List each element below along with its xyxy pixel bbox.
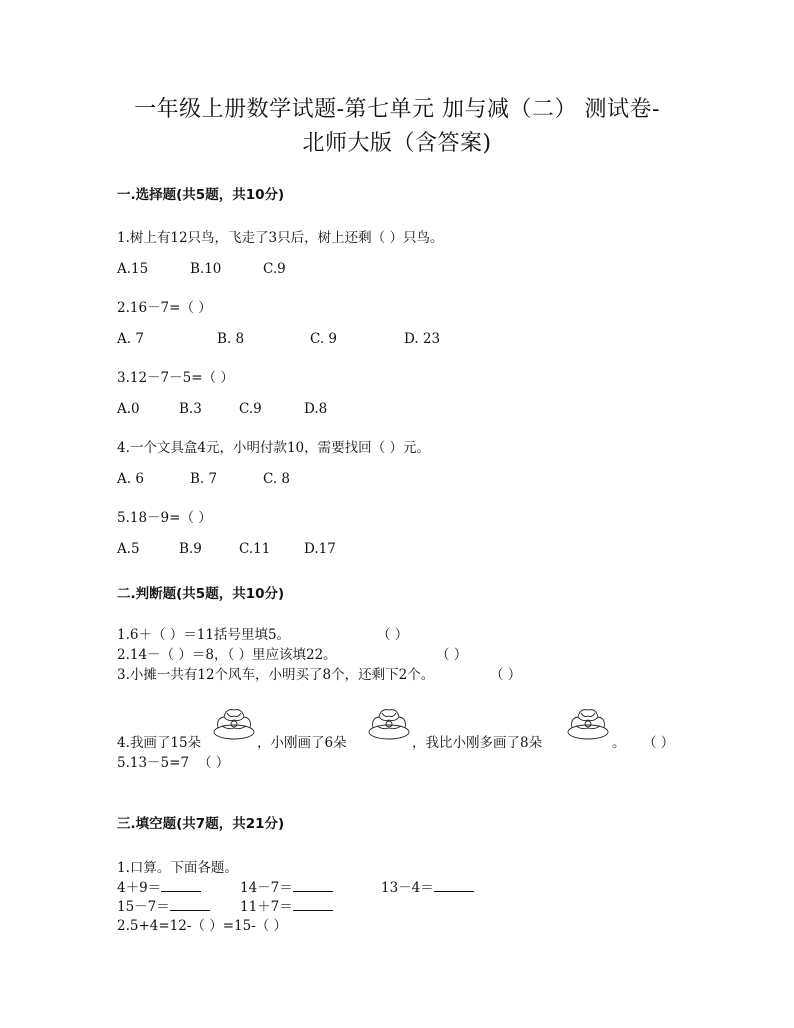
option-c: C.11: [239, 541, 271, 557]
choice-question-2: 2.16－7=（ ）: [117, 300, 212, 316]
answer-blank[interactable]: [434, 879, 474, 892]
fill-question-2: 2.5+4=12-（ ）=15-（ ）: [117, 918, 288, 934]
judge-item-4-part2: ，小刚画了6朵: [257, 735, 347, 751]
answer-blank[interactable]: [293, 879, 333, 892]
section-heading-judge: 二.判断题(共5题，共10分): [117, 586, 285, 602]
flower-icon: [367, 702, 411, 742]
option-d: D. 23: [404, 331, 441, 347]
option-c: C. 8: [263, 471, 291, 487]
choice-options-3: [117, 401, 537, 419]
option-a: A. 7: [117, 331, 144, 347]
judge-item-1: 1.6＋（ ）＝11括号里填5。: [117, 627, 291, 643]
answer-paren: （ ）: [377, 627, 409, 643]
option-c: C.9: [239, 401, 262, 417]
choice-options-1: [117, 261, 537, 279]
option-a: A.5: [117, 541, 140, 557]
option-c: C. 9: [310, 331, 338, 347]
flower-icon: [212, 702, 256, 742]
option-b: B.10: [190, 261, 222, 277]
answer-paren: （ ）: [436, 647, 468, 663]
choice-question-1: 1.树上有12只鸟，飞走了3只后，树上还剩（ ）只鸟。: [117, 230, 444, 246]
answer-blank[interactable]: [170, 898, 210, 911]
calc-item: [240, 876, 333, 896]
flower-icon: [566, 702, 610, 742]
judge-item-3: 3.小摊一共有12个风车，小明买了8个，还剩下2个。: [117, 667, 435, 683]
calc-item: [240, 895, 333, 915]
option-d: D.17: [304, 541, 336, 557]
option-b: B.9: [179, 541, 202, 557]
calc-item: [117, 876, 201, 896]
answer-blank[interactable]: [293, 898, 333, 911]
fill-question-1: 1.口算。下面各题。: [117, 860, 238, 876]
answer-paren: （ ）: [643, 735, 675, 751]
option-d: D.8: [304, 401, 328, 417]
option-a: A.0: [117, 401, 140, 417]
choice-question-4: 4.一个文具盒4元，小明付款10，需要找回（ ）元。: [117, 440, 430, 456]
option-a: A.15: [117, 261, 149, 277]
section-heading-fill: 三.填空题(共7题，共21分): [117, 816, 285, 832]
calc-text: 15－7＝: [117, 899, 170, 915]
option-a: A. 6: [117, 471, 144, 487]
option-b: B. 7: [190, 471, 218, 487]
choice-options-2: [117, 331, 537, 349]
calc-text: 14－7＝: [240, 880, 293, 896]
calc-text: 13－4＝: [381, 880, 434, 896]
judge-item-4-part4: 。: [612, 735, 626, 751]
calc-item: [381, 876, 474, 896]
section-heading-choice: 一.选择题(共5题，共10分): [117, 187, 285, 203]
choice-question-5: 5.18－9=（ ）: [117, 510, 212, 526]
choice-options-4: [117, 471, 537, 489]
page-title-line2: 北师大版（含答案): [302, 131, 492, 156]
judge-item-4-part1: 4.我画了15朵: [117, 735, 202, 751]
option-c: C.9: [263, 261, 286, 277]
option-b: B.3: [179, 401, 202, 417]
judge-item-2: 2.14－（ ）＝8，（ ）里应该填22。: [117, 647, 337, 663]
judge-item-5: 5.13－5=7: [117, 755, 190, 771]
answer-paren: （ ）: [198, 755, 230, 771]
answer-blank[interactable]: [161, 879, 201, 892]
calc-item: [117, 895, 210, 915]
calc-text: 11＋7＝: [240, 899, 293, 915]
option-b: B. 8: [217, 331, 245, 347]
calc-text: 4＋9＝: [117, 880, 162, 896]
choice-options-5: [117, 541, 537, 559]
judge-item-4-part3: ，我比小刚多画了8朵: [412, 735, 543, 751]
choice-question-3: 3.12－7－5=（ ）: [117, 370, 234, 386]
answer-paren: （ ）: [490, 667, 522, 683]
page-title-line1: 一年级上册数学试题-第七单元 加与减（二） 测试卷-: [134, 97, 660, 122]
